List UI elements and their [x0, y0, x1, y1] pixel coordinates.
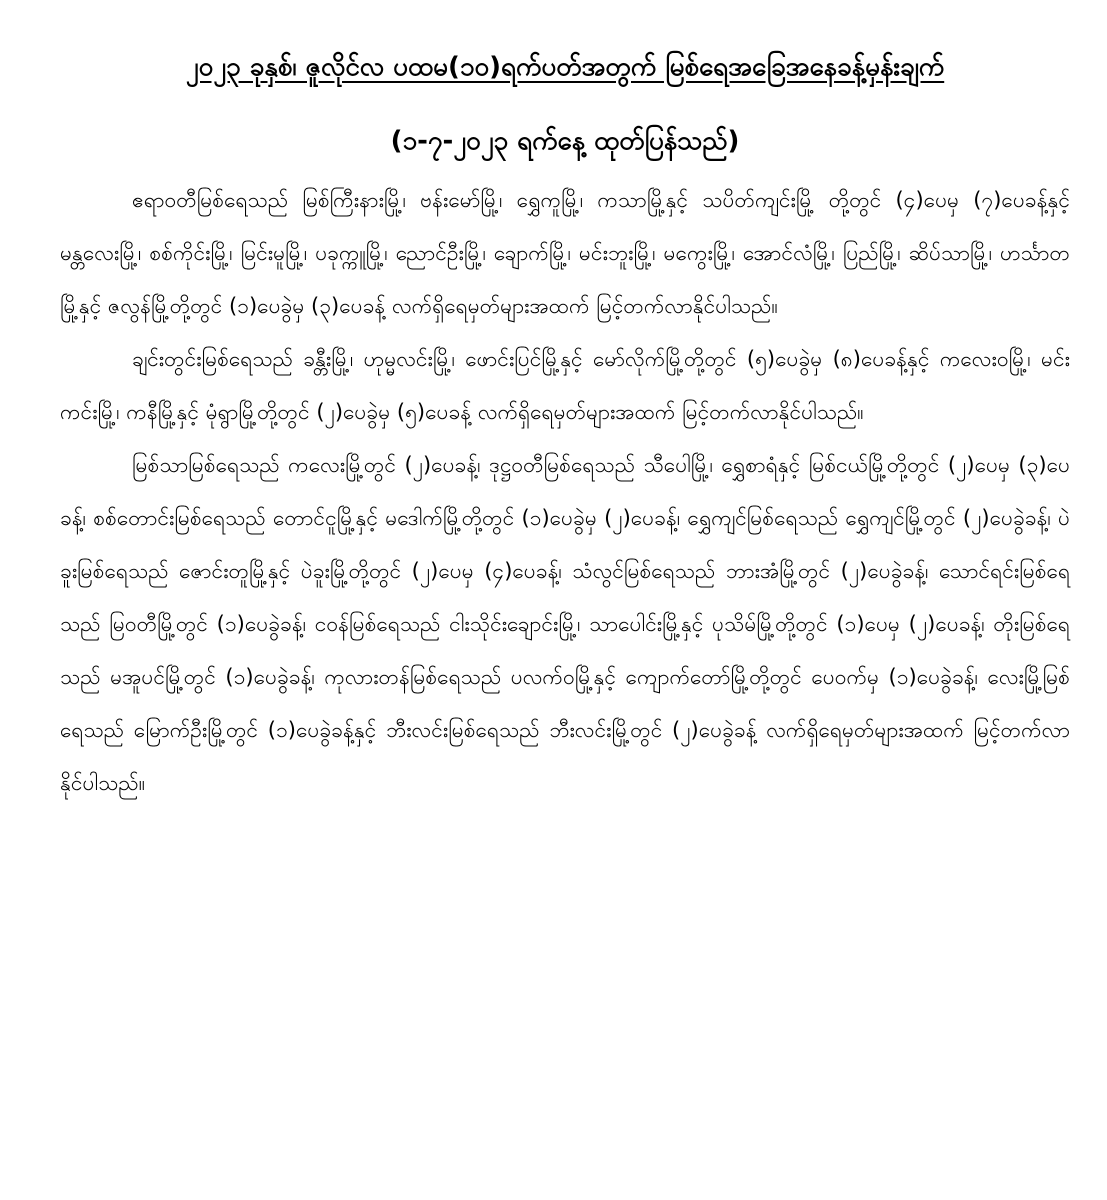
document-page [60, 40, 1070, 810]
paragraph-chindwin: ချင်းတွင်းမြစ်ရေသည် ခန္တီးမြို့၊ ဟုမ္မလင်းမြို့၊ ဖောင်းပြင်မြို့နှင့် မော်လိုက်မြို့တို့တွင် (၅)ပေခွဲမှ (၈)ပေခန့်နှင့် ကလေးဝမြို့၊ မင်းကင်းမြို့၊ ကနီမြို့နှင့် မုံရွာမြို့တို့တွင် (၂)ပေခွဲမှ (၅)ပေခန့် လက်ရှိရေမှတ်များအထက် မြင့်တက်လာနိုင်ပါသည်။ [60, 347, 1070, 424]
document-subtitle: (၁-၇-၂၀၂၃ ရက်နေ့ ထုတ်ပြန်သည်) [390, 126, 740, 156]
document-title: ၂၀၂၃ ခုနှစ်၊ ဇူလိုင်လ ပထမ(၁၀)ရက်ပတ်အတွက် မြစ်ရေအခြေအနေခန့်မှန်းချက် [185, 52, 945, 82]
paragraph-other-rivers: မြစ်သာမြစ်ရေသည် ကလေးမြို့တွင် (၂)ပေခန့်၊ ဒုဋ္ဌဝတီမြစ်ရေသည် သီပေါမြို့၊ ရွှေစာရံနှင့် မြစ်ငယ်မြို့တို့တွင် (၂)ပေမှ (၃)ပေခန့်၊ စစ်တောင်းမြစ်ရေသည် တောင်ငူမြို့နှင့် မဒေါက်မြို့တို့တွင် (၁)ပေခွဲမှ (၂)ပေခန့်၊ ရွှေကျင်မြစ်ရေသည် ရွှေကျင်မြို့တွင် (၂)ပေခွဲခန့်၊ ပဲခူးမြစ်ရေသည် ဇောင်းတူမြို့နှင့် ပဲခူးမြို့တို့တွင် (၂)ပေမှ (၄)ပေခန့်၊ သံလွင်မြစ်ရေသည် ဘားအံမြို့တွင် (၂)ပေခွဲခန့်၊ သောင်ရင်းမြစ်ရေသည် မြဝတီမြို့တွင် (၁)ပေခွဲခန့်၊ ငဝန်မြစ်ရေသည် ငါးသိုင်းချောင်းမြို့၊ သာပေါင်းမြို့နှင့် ပုသိမ်မြို့တို့တွင် (၁)ပေမှ (၂)ပေခန့်၊ တိုးမြစ်ရေသည် မအူပင်မြို့တွင် (၁)ပေခွဲခန့်၊ ကုလားတန်မြစ်ရေသည် ပလက်ဝမြို့နှင့် ကျောက်တော်မြို့တို့တွင် ပေဝက်မှ (၁)ပေခွဲခန့်၊ လေးမြို့မြစ်ရေသည် မြောက်ဦးမြို့တွင် (၁)ပေခွဲခန့်နှင့် ဘီးလင်းမြစ်ရေသည် ဘီးလင်းမြို့တွင် (၂)ပေခွဲခန့် လက်ရှိရေမှတ်များအထက် မြင့်တက်လာနိုင်ပါသည်။ [60, 453, 1070, 795]
paragraph-ayeyarwady: ဧရာဝတီမြစ်ရေသည် မြစ်ကြီးနားမြို့၊ ဗန်းမော်မြို့၊ ရွှေကူမြို့၊ ကသာမြို့နှင့် သပိတ်ကျင်းမြို့ တို့တွင် (၄)ပေမှ (၇)ပေခန့်နှင့် မန္တလေးမြို့၊ စစ်ကိုင်းမြို့၊ မြင်းမူမြို့၊ ပခုက္ကူမြို့၊ ညောင်ဦးမြို့၊ ချောက်မြို့၊ မင်းဘူးမြို့၊ မကွေးမြို့၊ အောင်လံမြို့၊ ပြည်မြို့၊ ဆိပ်သာမြို့၊ ဟင်္သာတမြို့နှင့် ဇလွန်မြို့တို့တွင် (၁)ပေခွဲမှ (၃)ပေခန့် လက်ရှိရေမှတ်များအထက် မြင့်တက်လာနိုင်ပါသည်။ [60, 188, 1070, 318]
